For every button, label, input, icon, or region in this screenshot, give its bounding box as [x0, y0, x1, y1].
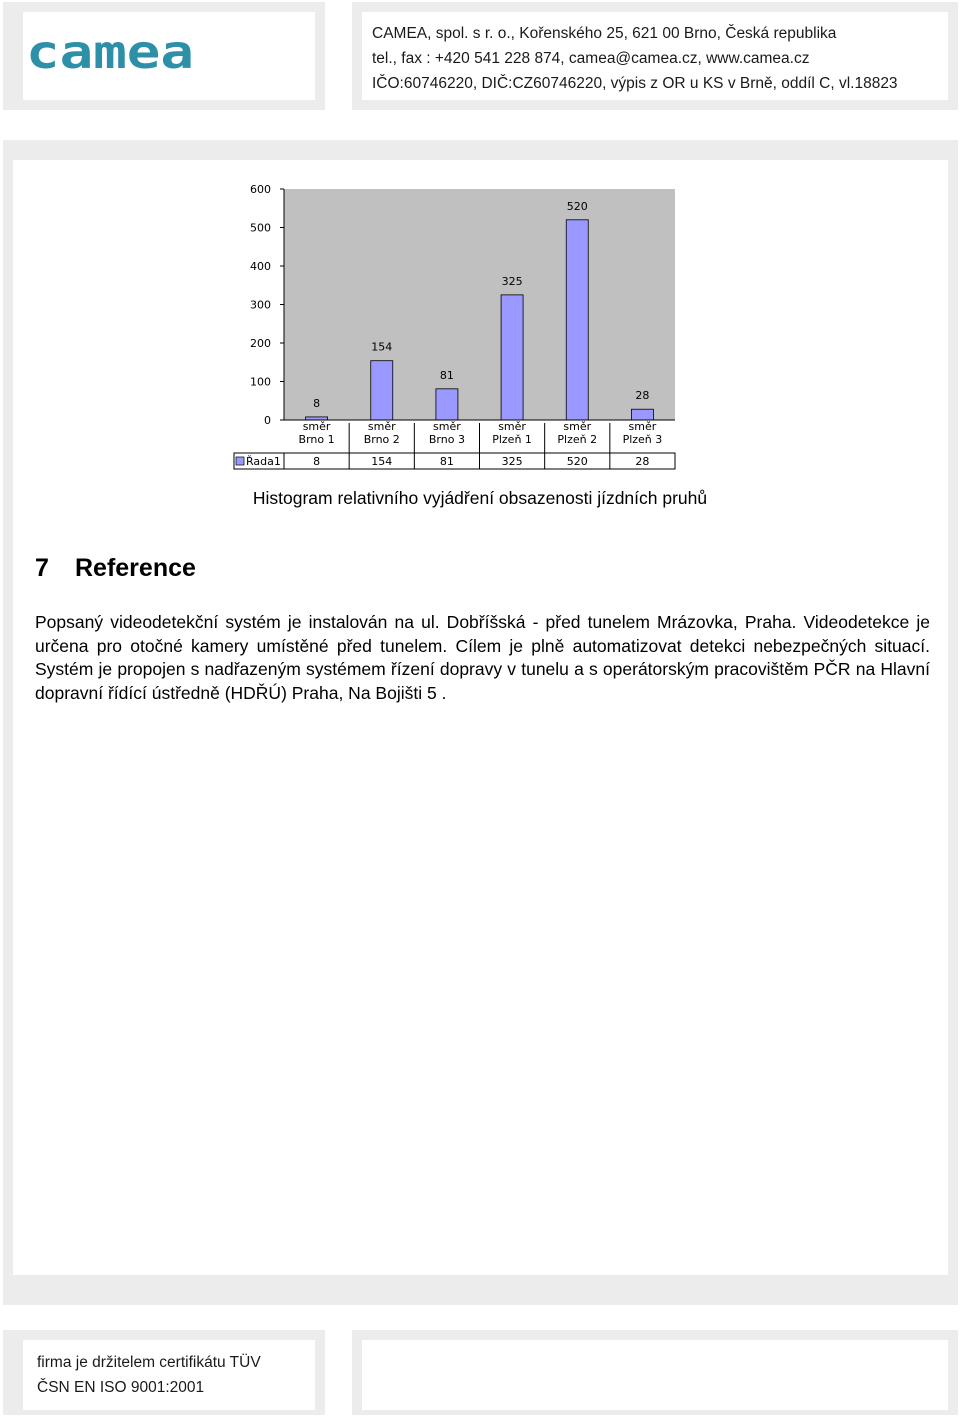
x-tick-label: směr: [302, 420, 331, 433]
y-tick-label: 500: [250, 221, 271, 235]
data-table: [234, 453, 675, 469]
series-name: Řada1: [246, 455, 281, 468]
certificate-line1: firma je držitelem certifikátu TÜV: [37, 1354, 261, 1371]
x-tick-label: Plzeň 1: [492, 433, 532, 446]
y-tick-label: 0: [264, 414, 271, 427]
section-title: Reference: [75, 554, 196, 582]
bar: [436, 389, 458, 420]
section-number: 7: [35, 554, 49, 582]
x-tick-label: směr: [433, 420, 461, 433]
x-tick-label: směr: [367, 420, 396, 433]
company-info: [372, 21, 898, 96]
bar-value-label: 28: [635, 389, 650, 403]
table-value: 28: [635, 455, 650, 468]
legend-key: [236, 457, 244, 465]
x-tick-label: Plzeň 3: [622, 433, 663, 446]
section-heading: [35, 554, 196, 583]
y-tick-label: 200: [250, 337, 271, 350]
x-tick-label: směr: [498, 420, 526, 433]
table-value: 325: [501, 455, 523, 468]
bar: [631, 409, 653, 420]
x-tick-label: Plzeň 2: [557, 433, 598, 446]
bar-value-label: 520: [566, 199, 588, 213]
camea-logo: [26, 30, 196, 76]
certificate-note: [37, 1350, 261, 1400]
x-tick-label: Brno 2: [363, 433, 400, 446]
bar: [566, 220, 588, 420]
certificate-line2: ČSN EN ISO 9001:2001: [37, 1379, 205, 1396]
table-value: 520: [566, 455, 588, 468]
x-tick-label: směr: [563, 420, 592, 433]
y-tick-label: 100: [250, 375, 271, 389]
company-registration: IČO:60746220, DIČ:CZ60746220, výpis z OR u KS v Brně, oddíl C, vl.18823: [372, 75, 898, 92]
bar-value-label: 325: [501, 274, 523, 288]
bar-value-label: 8: [313, 396, 321, 410]
table-value: 81: [439, 455, 454, 468]
company-address: CAMEA, spol. s r. o., Kořenského 25, 621 00 Brno, Česká republika: [372, 25, 837, 42]
svg-text:camea: camea: [26, 30, 194, 76]
histogram-chart: [228, 178, 688, 474]
bar: [501, 295, 523, 420]
body-paragraph: Popsaný videodetekční systém je instalován na ul. Dobříšská - před tunelem Mrázovka, Praha. Videodetekce je určena pro otočné kamery umístěné před tunelem. Cílem je plně automatizovat detekci nebezpečných situací. Systém je propojen s nadřazeným systémem řízení dopravy v tunelu a s operátorským pracovištěm PČR na Hlavní dopravní řídící ústředně (HDŘÚ) Praha, Na Bojišti 5 .: [35, 612, 930, 703]
company-contact: tel., fax : +420 541 228 874, camea@camea.cz, www.camea.cz: [372, 50, 810, 67]
x-tick-label: Brno 3: [428, 433, 465, 446]
y-tick-label: 600: [250, 183, 271, 196]
table-value: 154: [371, 455, 393, 468]
footer-frame-right-inner: [362, 1340, 948, 1410]
x-tick-label: Brno 1: [298, 433, 335, 446]
chart-caption: Histogram relativního vyjádření obsazenosti jízdních pruhů: [252, 488, 708, 508]
table-value: 8: [313, 455, 321, 468]
bar: [371, 361, 393, 420]
bar-value-label: 81: [439, 368, 454, 382]
y-tick-label: 400: [250, 260, 271, 273]
y-tick-label: 300: [250, 298, 271, 312]
bar-value-label: 154: [371, 340, 393, 354]
plot-area: [284, 189, 675, 420]
x-tick-label: směr: [628, 420, 657, 433]
